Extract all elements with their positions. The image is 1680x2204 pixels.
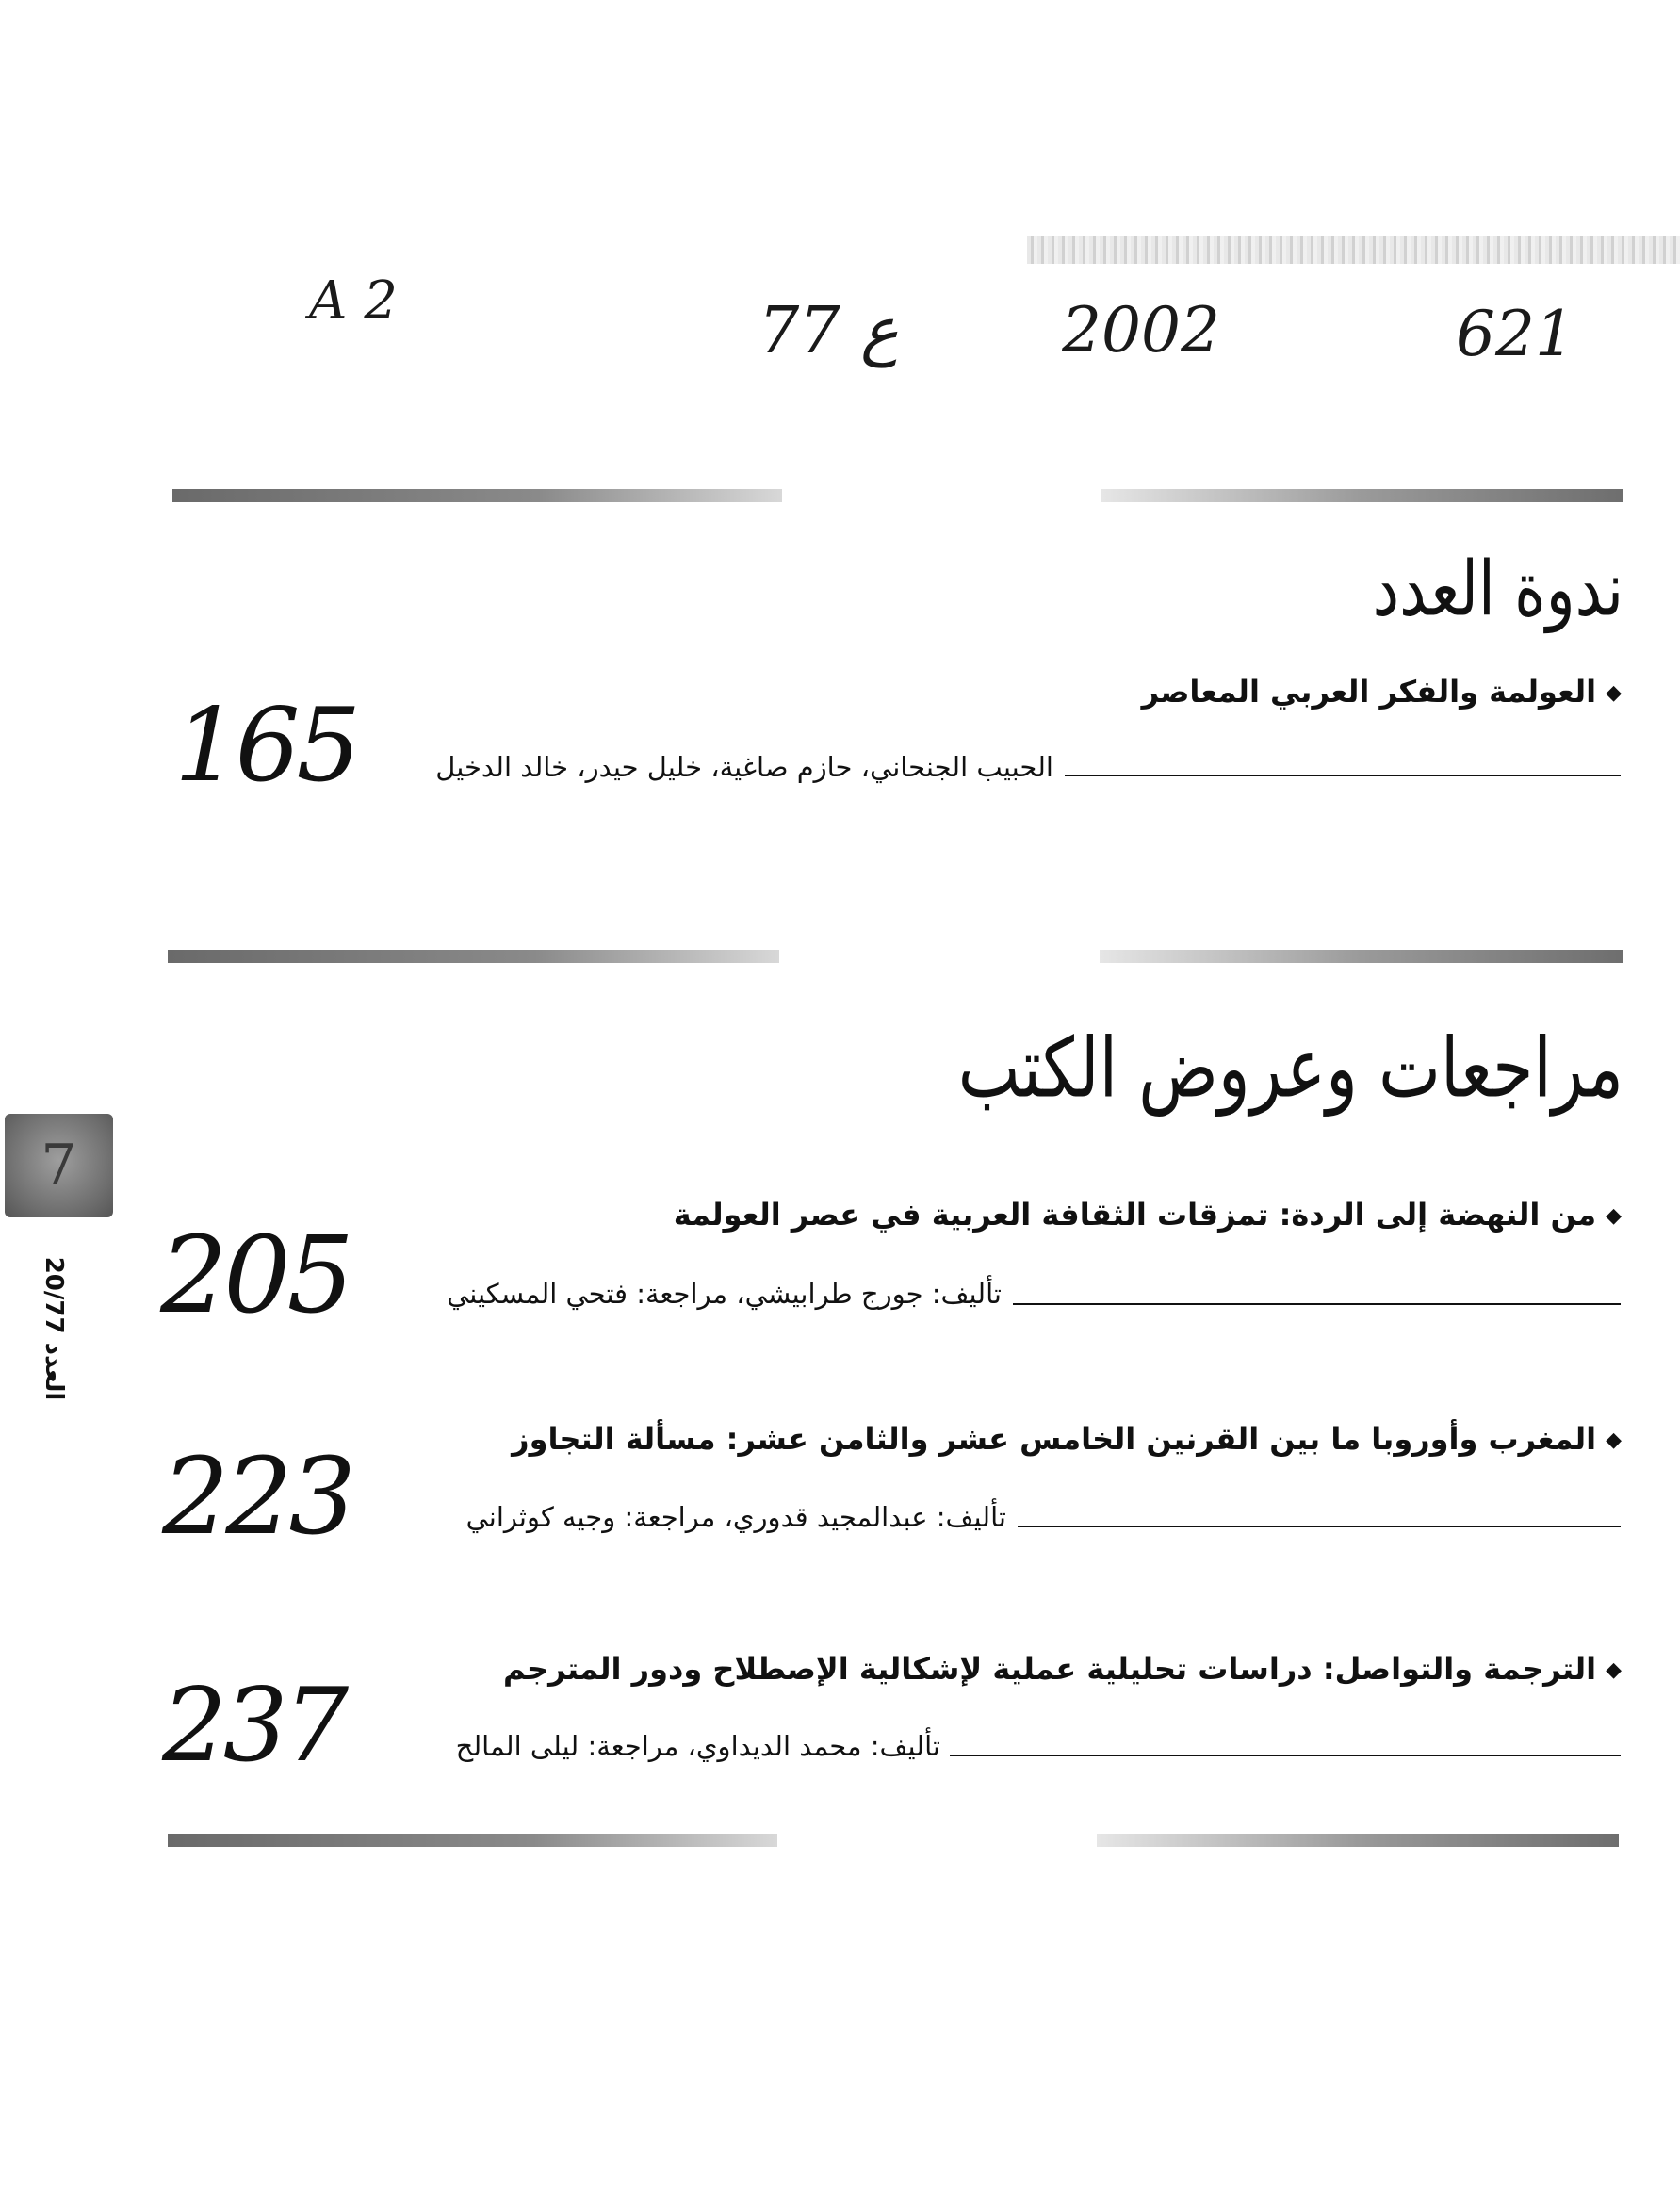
section-title: ندوة العدد — [1372, 547, 1623, 634]
entry-byline: تأليف: عبدالمجيد قدوري، مراجعة: وجيه كوثراني — [465, 1501, 1006, 1533]
page-number[interactable]: 237 — [162, 1667, 346, 1785]
entry-title[interactable] — [674, 1197, 1622, 1233]
diamond-bullet-icon: ◆ — [1606, 1204, 1622, 1228]
section-separator — [172, 489, 1623, 502]
entry-title-text: المغرب وأوروبا ما بين القرنين الخامس عشر والثامن عشر: مسألة التجاوز — [512, 1421, 1597, 1457]
page-number[interactable]: 165 — [174, 687, 358, 805]
issue-label-text: العدد 20/77 — [40, 1256, 68, 1401]
issue-tab-number: 7 — [41, 1133, 77, 1199]
entry-title-text: الترجمة والتواصل: دراسات تحليلية عملية لإشكالية الإصطلاح ودور المترجم — [502, 1651, 1597, 1687]
entry-title[interactable] — [503, 1651, 1622, 1687]
entry-title[interactable] — [1142, 674, 1622, 710]
entry-title-text: من النهضة إلى الردة: تمزقات الثقافة العربية في عصر العولمة — [673, 1197, 1597, 1233]
leader-rule — [1013, 1303, 1621, 1305]
handwritten-mark: 621 — [1456, 298, 1574, 370]
section-separator — [168, 1834, 1619, 1847]
entry-title[interactable] — [512, 1421, 1622, 1457]
leader-rule — [1018, 1526, 1621, 1527]
page-number[interactable]: 223 — [162, 1436, 352, 1559]
entry-byline: تأليف: جورج طرابيشي، مراجعة: فتحي المسكيني — [447, 1278, 1002, 1310]
leader-rule — [950, 1755, 1621, 1756]
issue-label — [2, 1253, 106, 1404]
diamond-bullet-icon: ◆ — [1606, 1658, 1622, 1682]
section-title: مراجعات وعروض الكتب — [957, 1020, 1623, 1117]
entry-title-text: العولمة والفكر العربي المعاصر — [1141, 674, 1597, 710]
top-decorative-strip — [1027, 236, 1680, 264]
entry-byline: الحبيب الجنحاني، حازم صاغية، خليل حيدر، خالد الدخيل — [435, 751, 1053, 783]
diamond-bullet-icon: ◆ — [1606, 681, 1622, 705]
section-separator — [168, 950, 1623, 963]
handwritten-mark: 2002 — [1062, 294, 1220, 367]
diamond-bullet-icon: ◆ — [1606, 1429, 1622, 1452]
handwritten-mark: A 2 — [309, 270, 398, 332]
handwritten-mark: 77 ع — [758, 294, 899, 368]
entry-byline: تأليف: محمد الديداوي، مراجعة: ليلى المالح — [455, 1730, 940, 1762]
page-number[interactable]: 205 — [160, 1215, 351, 1337]
leader-rule — [1065, 775, 1621, 776]
